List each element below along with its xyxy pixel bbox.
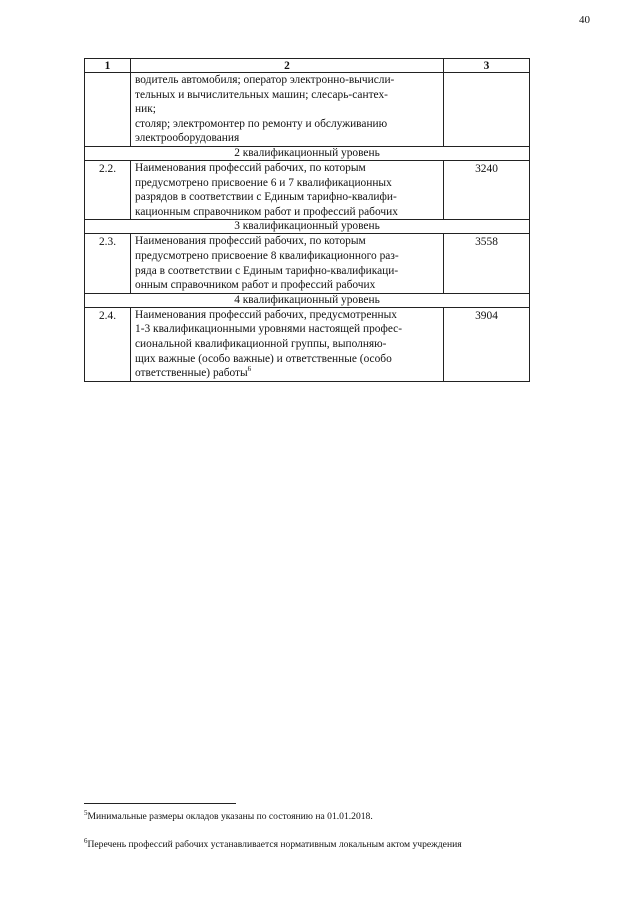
qualification-level-title: 4 квалификационный уровень — [85, 293, 530, 307]
salary-table — [84, 58, 530, 382]
description-line: разрядов в соответствии с Единым тарифно-квалифи- — [135, 191, 397, 204]
description-line: Наименования профессий рабочих, предусмотренных — [135, 308, 397, 321]
description-line: кационным справочником работ и профессий рабочих — [135, 205, 398, 218]
footnote-reference: 6 — [247, 365, 252, 374]
row-amount-cell: 3558 — [444, 234, 530, 293]
qualification-level-title: 3 квалификационный уровень — [85, 220, 530, 234]
description-line: предусмотрено присвоение 8 квалификационного раз- — [135, 249, 399, 262]
description-line: сиональной квалификационной группы, выполняю- — [135, 337, 387, 350]
row-number-cell: 2.4. — [85, 307, 131, 381]
qualification-level-row — [85, 220, 530, 234]
description-line: Наименования профессий рабочих, по которым — [135, 161, 366, 174]
description-line: ряда в соответствии с Единым тарифно-квалификаци- — [135, 264, 399, 277]
description-line: онным справочником работ и профессий рабочих — [135, 279, 376, 292]
footnote-text: Перечень профессий рабочих устанавливается нормативным локальным актом учреждения — [87, 839, 462, 850]
footnote-marker: 6 — [84, 836, 88, 845]
row-description-cell — [131, 160, 444, 219]
row-number-cell: 2.2. — [85, 160, 131, 219]
footnote-marker: 5 — [84, 808, 88, 817]
description-line: столяр; электромонтер по ремонту и обслуживанию — [135, 117, 388, 130]
description-line: водитель автомобиля; оператор электронно-вычисли- — [135, 74, 395, 86]
qualification-level-row — [85, 293, 530, 307]
description-line — [135, 366, 439, 381]
row-number-cell: 2.3. — [85, 234, 131, 293]
table-header-cell: 2 — [131, 59, 444, 73]
qualification-level-title: 2 квалификационный уровень — [85, 146, 530, 160]
row-number-cell — [85, 73, 131, 147]
row-description-cell — [131, 307, 444, 381]
page-number: 40 — [579, 14, 590, 26]
description-line: электрооборудования — [135, 132, 240, 145]
description-line-text: ответственные) работы — [135, 367, 248, 380]
table-header-cell: 1 — [85, 59, 131, 73]
description-line: предусмотрено присвоение 6 и 7 квалификационных — [135, 176, 392, 189]
footnote-separator — [84, 803, 236, 804]
table-row — [85, 307, 530, 381]
footnote — [84, 836, 554, 851]
row-description-cell — [131, 73, 444, 147]
footnote — [84, 808, 554, 823]
table-row — [85, 234, 530, 293]
row-description-cell — [131, 234, 444, 293]
description-line: щих важные (особо важные) и ответственные (особо — [135, 352, 392, 365]
table-header-row — [85, 59, 530, 73]
table-row — [85, 160, 530, 219]
row-amount-cell — [444, 73, 530, 147]
description-line: тельных и вычислительных машин; слесарь-сантех- — [135, 88, 388, 101]
row-amount-cell: 3904 — [444, 307, 530, 381]
row-amount-cell: 3240 — [444, 160, 530, 219]
description-line: 1-3 квалификационными уровнями настоящей профес- — [135, 323, 403, 336]
table-header-cell: 3 — [444, 59, 530, 73]
description-line: ник; — [135, 103, 156, 116]
footnote-text: Минимальные размеры окладов указаны по состоянию на 01.01.2018. — [87, 811, 373, 822]
qualification-level-row — [85, 146, 530, 160]
table-row — [85, 73, 530, 147]
description-line: Наименования профессий рабочих, по которым — [135, 235, 366, 248]
